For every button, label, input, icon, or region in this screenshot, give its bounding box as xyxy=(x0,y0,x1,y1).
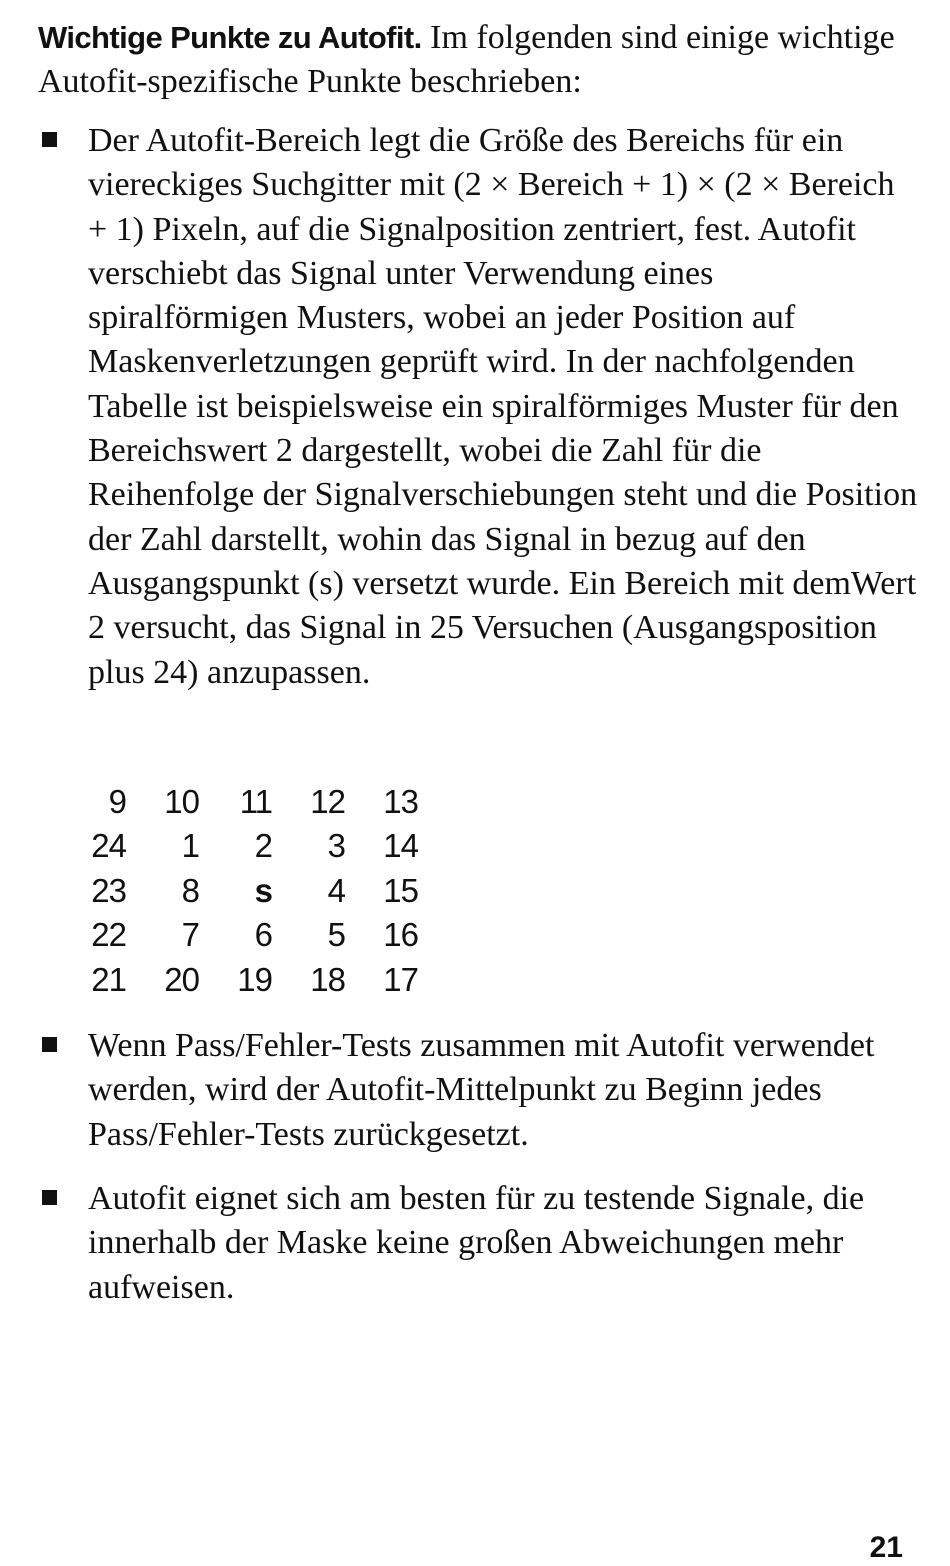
table-cell: 10 xyxy=(164,783,199,820)
bullet-marker-icon xyxy=(42,1037,57,1052)
bullet-item-pass-fail xyxy=(38,1024,918,1157)
table-cell: 19 xyxy=(237,960,272,998)
table-cell: 18 xyxy=(310,960,345,998)
table-cell: 2 xyxy=(254,827,272,865)
table-cell: 7 xyxy=(181,916,199,954)
table-cell: 14 xyxy=(383,827,418,865)
table-row xyxy=(86,913,418,957)
table-cell: 5 xyxy=(327,916,345,954)
table-cell: 24 xyxy=(91,827,126,865)
table-cell: 13 xyxy=(383,783,418,820)
table-cell: 11 xyxy=(239,783,272,820)
table-cell: 6 xyxy=(254,916,272,954)
table-row xyxy=(86,780,418,824)
spiral-pattern-table xyxy=(86,780,418,1002)
start-point-cell: s xyxy=(254,871,272,909)
table-cell: 16 xyxy=(383,916,418,954)
bullet-item-autofit-range xyxy=(38,119,918,695)
intro-paragraph xyxy=(38,16,918,104)
table-cell: 3 xyxy=(327,827,345,865)
page-number: 21 xyxy=(869,1531,903,1564)
bullet-text: Autofit eignet sich am besten für zu testende Signale, die innerhalb der Maske keine großen Abweichungen mehr aufweisen. xyxy=(88,1180,865,1306)
table-cell: 4 xyxy=(327,871,345,909)
table-row xyxy=(86,869,418,913)
table-cell: 17 xyxy=(383,960,418,998)
table-row xyxy=(86,824,418,868)
table-cell: 15 xyxy=(383,871,418,909)
bullet-marker-icon xyxy=(42,132,57,147)
table-cell: 23 xyxy=(91,871,126,909)
bullet-marker-icon xyxy=(42,1190,57,1205)
table-cell: 22 xyxy=(91,916,126,954)
table-cell: 12 xyxy=(310,783,345,820)
table-cell: 1 xyxy=(181,827,199,865)
table-cell: 21 xyxy=(91,960,126,998)
table-cell: 9 xyxy=(108,783,126,820)
bullet-text: Wenn Pass/Fehler-Tests zusammen mit Autofit verwendet werden, wird der Autofit-Mittelpunkt zu Beginn jedes Pass/Fehler-Tests zurückgesetzt. xyxy=(88,1027,875,1153)
bullet-item-best-use xyxy=(38,1177,918,1310)
table-cell: 20 xyxy=(164,960,199,998)
table-cell: 8 xyxy=(181,871,199,909)
intro-text: Im folgenden sind einige wichtige Autofit-spezifische Punkte beschrieben: xyxy=(38,19,895,100)
intro-heading: Wichtige Punkte zu Autofit. xyxy=(38,20,422,55)
table-row xyxy=(86,958,418,1002)
bullet-text: Der Autofit-Bereich legt die Größe des Bereichs für ein viereckiges Suchgitter mit (2 × Bereich + 1) × (2 × Bereich + 1) Pixeln, auf die Signalposition zentriert, fest. Autofit verschiebt das Signal unter Verwendung eines spiralförmigen Musters, wobei an jeder Position auf Maskenverletzungen geprüft wird. In der nachfolgenden Tabelle ist beispielsweise ein spiralförmiges Muster für den Bereichswert 2 dargestellt, wobei die Zahl für die Reihenfolge der Signalverschiebungen steht und die Position der Zahl darstellt, wohin das Signal in bezug auf den Ausgangspunkt (s) versetzt wurde. Ein Bereich mit demWert 2 versucht, das Signal in 25 Versuchen (Ausgangsposition plus 24) anzupassen. xyxy=(88,122,918,691)
